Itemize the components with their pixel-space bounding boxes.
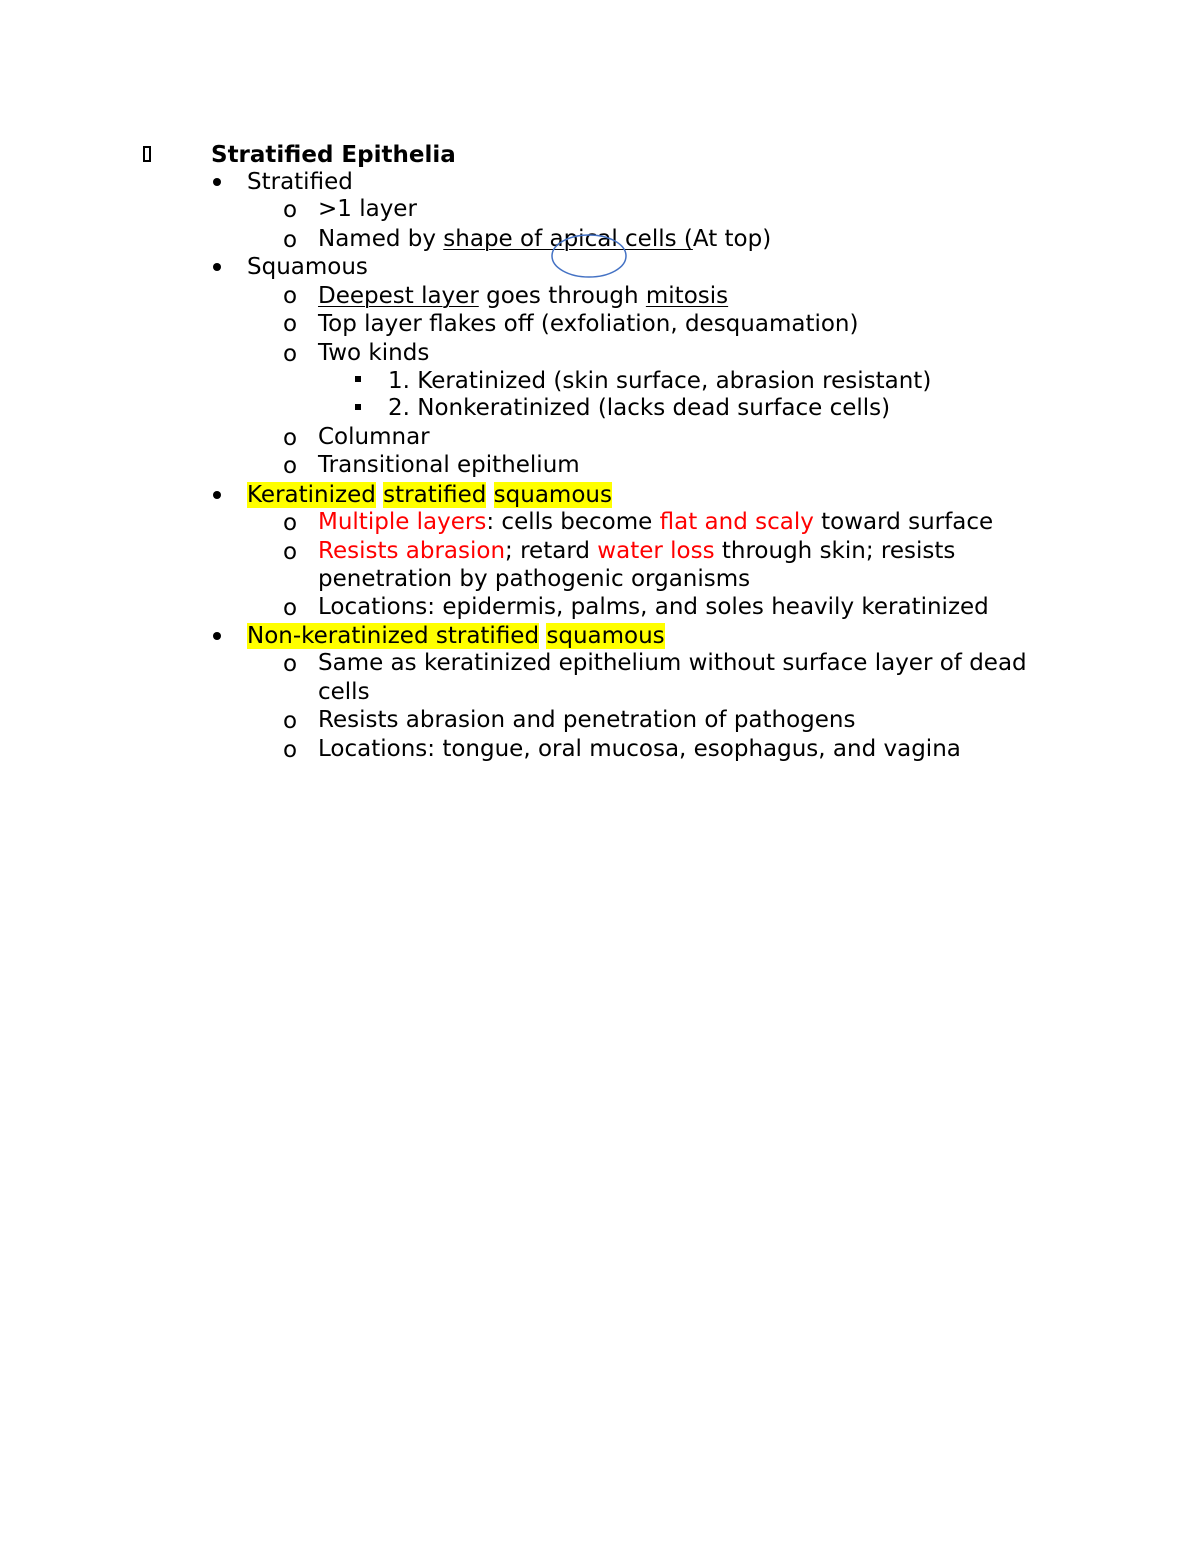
list-marker-o: o [283,539,298,565]
list-marker-o: o [283,595,298,621]
list-marker-o: o [283,453,298,479]
bullet-dot-icon [213,491,221,499]
list-item: Transitional epithelium [318,452,580,478]
text-run: At top) [692,226,772,252]
page-title: Stratified Epithelia [211,142,456,168]
list-marker-o: o [283,425,298,451]
text-run: goes through [478,283,646,309]
text-run: toward surface [813,509,994,535]
list-item: Locations: tongue, oral mucosa, esophagus, and vagina [318,736,961,762]
bullet-dot-icon [213,632,221,640]
sub-list-item: 2. Nonkeratinized (lacks dead surface cells) [388,395,891,421]
list-item: Columnar [318,424,430,450]
section-label-nonkeratinized [247,622,665,650]
underlined-text: Deepest layer [318,283,479,309]
annotation-circle [550,233,628,279]
list-item: Two kinds [318,340,430,366]
highlighted-text: stratified [383,482,487,508]
list-item: Resists abrasion and penetration of pathogens [318,707,856,733]
list-marker-o: o [283,651,298,677]
list-marker-o: o [283,510,298,536]
list-marker-o: o [283,197,298,223]
box-bullet-icon [143,146,151,162]
text-run: Named by [318,226,444,252]
list-item [318,508,993,536]
square-bullet-icon [355,404,361,410]
list-marker-o: o [283,311,298,337]
list-marker-o: o [283,341,298,367]
underlined-text: shape of apical cells ( [443,226,693,252]
highlighted-text: squamous [493,482,612,508]
highlighted-text: squamous [546,623,665,649]
list-item [318,282,728,310]
text-run: : cells become [486,509,660,535]
text-run: ; retard [505,538,598,564]
square-bullet-icon [355,376,361,382]
list-marker-o: o [283,708,298,734]
list-item [318,225,771,253]
list-item [318,537,955,565]
section-label-stratified: Stratified [247,169,353,195]
list-marker-o: o [283,737,298,763]
list-item: Top layer flakes off (exfoliation, desquamation) [318,311,859,337]
list-item-continuation: cells [318,679,370,705]
text-run: through skin; resists [714,538,956,564]
emphasis-text: water loss [597,538,715,564]
section-label-keratinized [247,481,612,509]
list-marker-o: o [283,283,298,309]
emphasis-text: Resists abrasion [318,538,506,564]
bullet-dot-icon [213,178,221,186]
emphasis-text: flat and scaly [659,509,814,535]
list-item: Locations: epidermis, palms, and soles heavily keratinized [318,594,989,620]
emphasis-text: Multiple layers [318,509,487,535]
list-marker-o: o [283,227,298,253]
highlighted-text: Non-keratinized stratified [247,623,540,649]
section-label-squamous: Squamous [247,254,368,280]
bullet-dot-icon [213,263,221,271]
list-item-continuation: penetration by pathogenic organisms [318,566,751,592]
list-item: Same as keratinized epithelium without surface layer of dead [318,650,1027,676]
sub-list-item: 1. Keratinized (skin surface, abrasion resistant) [388,368,932,394]
highlighted-text: Keratinized [247,482,376,508]
underlined-text: mitosis [645,283,729,309]
list-item: >1 layer [318,196,417,222]
